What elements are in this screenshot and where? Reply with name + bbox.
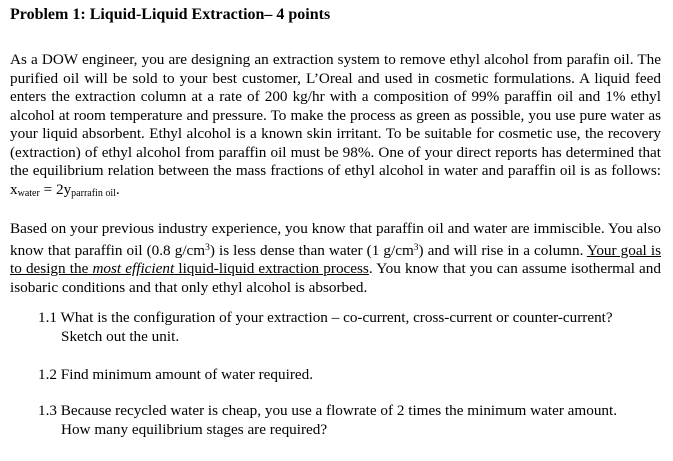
paragraph2-part1: Based on your previous industry experience, you know that paraffin oil and water are immiscible. You also know that paraffin oil (0.8 g/cm bbox=[10, 220, 661, 259]
question-text: Find minimum amount of water required. bbox=[56, 366, 314, 383]
equation-x: x bbox=[10, 180, 18, 198]
question-1-1 bbox=[38, 309, 662, 346]
question-text-continued: Sketch out the unit. bbox=[61, 327, 180, 345]
superscript-3-a: 3 bbox=[205, 242, 210, 253]
question-1-2 bbox=[38, 366, 662, 385]
equation-y-subscript: parrafin oil bbox=[71, 187, 116, 199]
paragraph2-part4: . You know that you can assume isothermal and isobaric conditions and that only ethyl alcohol is absorbed. bbox=[10, 260, 661, 296]
equation-end: . bbox=[115, 180, 120, 198]
superscript-3-b: 3 bbox=[413, 242, 419, 253]
assumptions-paragraph bbox=[10, 220, 661, 297]
question-1-3 bbox=[38, 402, 662, 439]
question-number: 1.3 bbox=[38, 402, 57, 419]
question-number: 1.1 bbox=[38, 309, 57, 326]
paragraph2-part2: ) is less dense than water (1 g/cm bbox=[209, 241, 414, 259]
goal-underlined-text-2: liquid-liquid extraction process bbox=[174, 260, 369, 277]
equation-x-subscript: water bbox=[17, 187, 40, 199]
question-text-continued: How many equilibrium stages are required? bbox=[61, 420, 328, 438]
equation-mid: = 2y bbox=[39, 180, 72, 198]
question-number: 1.2 bbox=[38, 366, 57, 383]
problem-statement-paragraph bbox=[10, 51, 661, 203]
goal-underlined-text-1: Your goal is to design the bbox=[10, 241, 661, 277]
question-text: Because recycled water is cheap, you use a flowrate of 2 times the minimum water amount. bbox=[56, 402, 618, 419]
paragraph-text: As a DOW engineer, you are designing an extraction system to remove ethyl alcohol from parafin oil. The purified oil will be sold to your best customer, L’Oreal and used in cosmetic formulations. A liquid feed enters the extraction column at a rate of 200 kg/hr with a composition of 99% paraffin oil and 1% ethyl alcohol at room temperature and pressure. To make the process as green as possible, you use pure water as your liquid absorbent. Ethyl alcohol is a known skin irritant. To be suitable for cosmetic use, the recovery (extraction) of ethyl alcohol from paraffin oil must be 98%. One of your direct reports has determined that the equilibrium relation between the mass fractions of ethyl alcohol in water and paraffin oil is as follows: bbox=[10, 51, 661, 179]
problem-title: Problem 1: Liquid-Liquid Extraction– 4 points bbox=[10, 6, 331, 23]
question-text: What is the configuration of your extraction – co-current, cross-current or counter-current? bbox=[56, 309, 613, 326]
paragraph2-part3: ) and will rise in a column. bbox=[418, 241, 587, 259]
goal-underlined-italic-text: most efficient bbox=[92, 260, 175, 277]
